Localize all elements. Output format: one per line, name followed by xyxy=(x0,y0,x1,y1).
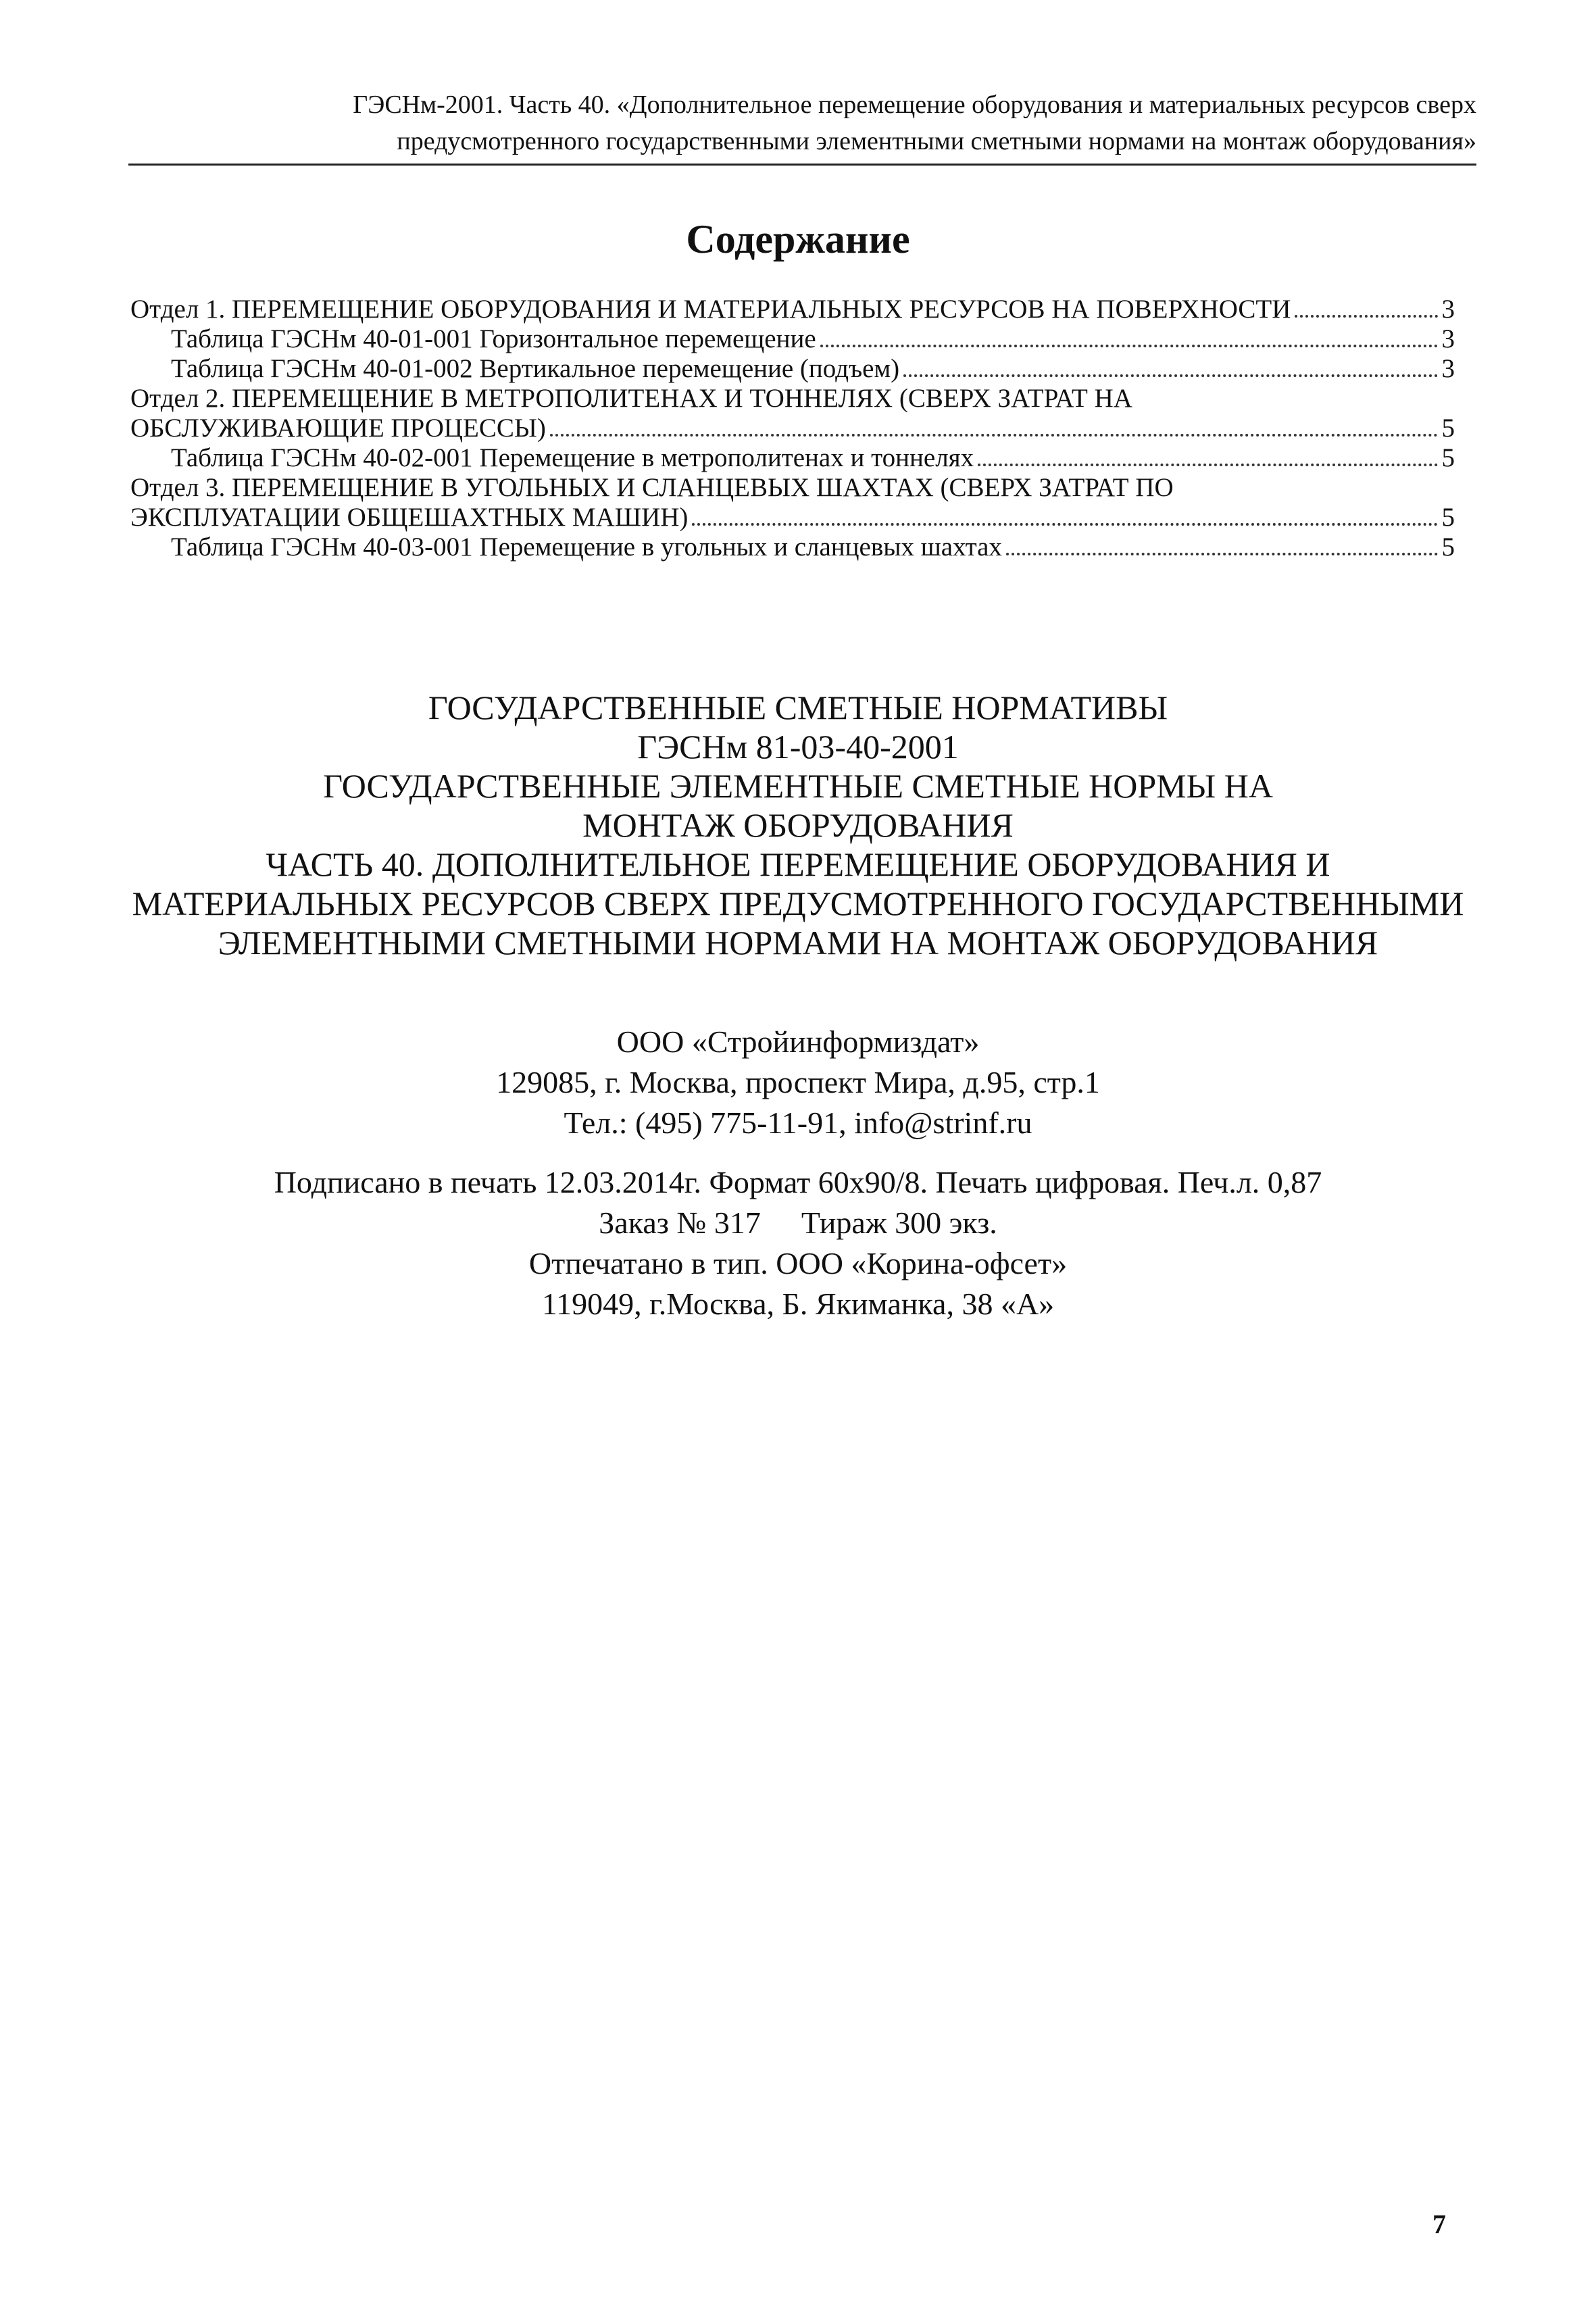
toc-entry-page: 5 xyxy=(1441,532,1455,562)
toc-entry[interactable] xyxy=(130,473,1455,532)
page-number: 7 xyxy=(1432,2209,1446,2239)
toc-entry-text: Таблица ГЭСНм 40-01-002 Вертикальное перемещение (подъем) xyxy=(171,354,900,383)
toc-entry-text-line-1: Отдел 2. ПЕРЕМЕЩЕНИЕ В МЕТРОПОЛИТЕНАХ И ТОННЕЛЯХ (СВЕРХ ЗАТРАТ НА xyxy=(130,384,1132,413)
toc-entry-text: Таблица ГЭСНм 40-03-001 Перемещение в угольных и сланцевых шахтах xyxy=(171,532,1002,562)
toc-entry-page: 5 xyxy=(1441,503,1455,532)
toc-entry-page: 3 xyxy=(1441,295,1455,324)
title-line: ГОСУДАРСТВЕННЫЕ СМЕТНЫЕ НОРМАТИВЫ xyxy=(428,689,1168,726)
publisher-contact: Тел.: (495) 775-11-91, info@strinf.ru xyxy=(564,1105,1032,1140)
toc-entry[interactable] xyxy=(130,295,1455,324)
toc-entry[interactable] xyxy=(130,354,1455,384)
title-line: МАТЕРИАЛЬНЫХ РЕСУРСОВ СВЕРХ ПРЕДУСМОТРЕННОГО ГОСУДАРСТВЕННЫМИ xyxy=(132,885,1464,922)
toc-entry-page: 3 xyxy=(1441,354,1455,383)
title-line: МОНТАЖ ОБОРУДОВАНИЯ xyxy=(582,806,1014,844)
toc-entry-page: 3 xyxy=(1441,324,1455,353)
publisher-block xyxy=(0,1022,1596,1143)
toc-entry-text: Отдел 1. ПЕРЕМЕЩЕНИЕ ОБОРУДОВАНИЯ И МАТЕРИАЛЬНЫХ РЕСУРСОВ НА ПОВЕРХНОСТИ xyxy=(130,295,1291,324)
imprint-printer-address: 119049, г.Москва, Б. Якиманка, 38 «А» xyxy=(541,1287,1055,1321)
publisher-name: ООО «Стройинформиздат» xyxy=(616,1024,980,1059)
toc-leader-dots xyxy=(903,374,1437,377)
toc-entry-page: 5 xyxy=(1441,414,1455,443)
toc-entry[interactable] xyxy=(130,384,1455,443)
toc-leader-dots xyxy=(550,434,1438,437)
running-header xyxy=(128,86,1476,166)
toc-leader-dots xyxy=(978,464,1437,466)
header-line-1: ГЭСНм-2001. Часть 40. «Дополнительное перемещение оборудования и материальных ресурсов сверх xyxy=(353,91,1476,119)
toc-entry-text: Таблица ГЭСНм 40-01-001 Горизонтальное перемещение xyxy=(171,324,816,353)
title-line: ЭЛЕМЕНТНЫМИ СМЕТНЫМИ НОРМАМИ НА МОНТАЖ ОБОРУДОВАНИЯ xyxy=(218,924,1378,962)
title-line: ЧАСТЬ 40. ДОПОЛНИТЕЛЬНОЕ ПЕРЕМЕЩЕНИЕ ОБОРУДОВАНИЯ И xyxy=(266,845,1330,883)
imprint-signed: Подписано в печать 12.03.2014г. Формат 60x90/8. Печать цифровая. Печ.л. 0,87 xyxy=(274,1165,1322,1199)
header-line-2: предусмотренного государственными элементными сметными нормами на монтаж оборудования» xyxy=(397,127,1476,155)
toc-entry-text-line-1: Отдел 3. ПЕРЕМЕЩЕНИЕ В УГОЛЬНЫХ И СЛАНЦЕВЫХ ШАХТАХ (СВЕРХ ЗАТРАТ ПО xyxy=(130,473,1174,502)
publisher-address: 129085, г. Москва, проспект Мира, д.95, стр.1 xyxy=(496,1065,1100,1099)
table-of-contents xyxy=(130,295,1455,562)
toc-entry-text: Таблица ГЭСНм 40-02-001 Перемещение в метрополитенах и тоннелях xyxy=(171,443,974,472)
toc-leader-dots xyxy=(820,345,1438,347)
toc-leader-dots xyxy=(692,523,1437,526)
toc-leader-dots xyxy=(1295,315,1437,318)
toc-entry-text-line-2: ОБСЛУЖИВАЮЩИЕ ПРОЦЕССЫ) xyxy=(130,414,546,443)
imprint-block xyxy=(0,1162,1596,1324)
imprint-run: Тираж 300 экз. xyxy=(801,1205,997,1240)
toc-entry[interactable] xyxy=(130,532,1455,562)
title-line: ГЭСНм 81-03-40-2001 xyxy=(637,728,959,766)
toc-entry-page: 5 xyxy=(1441,443,1455,472)
title-line: ГОСУДАРСТВЕННЫЕ ЭЛЕМЕНТНЫЕ СМЕТНЫЕ НОРМЫ НА xyxy=(323,767,1273,805)
toc-entry-text-line-2: ЭКСПЛУАТАЦИИ ОБЩЕШАХТНЫХ МАШИН) xyxy=(130,503,689,532)
toc-entry[interactable] xyxy=(130,443,1455,473)
imprint-printed-at: Отпечатано в тип. ООО «Корина-офсет» xyxy=(528,1246,1068,1280)
imprint-order: Заказ № 317 xyxy=(599,1205,761,1240)
document-main-title xyxy=(101,688,1495,962)
imprint-order-run xyxy=(0,1203,1596,1243)
toc-leader-dots xyxy=(1006,553,1438,555)
toc-title: Содержание xyxy=(686,217,910,262)
toc-entry[interactable] xyxy=(130,324,1455,354)
